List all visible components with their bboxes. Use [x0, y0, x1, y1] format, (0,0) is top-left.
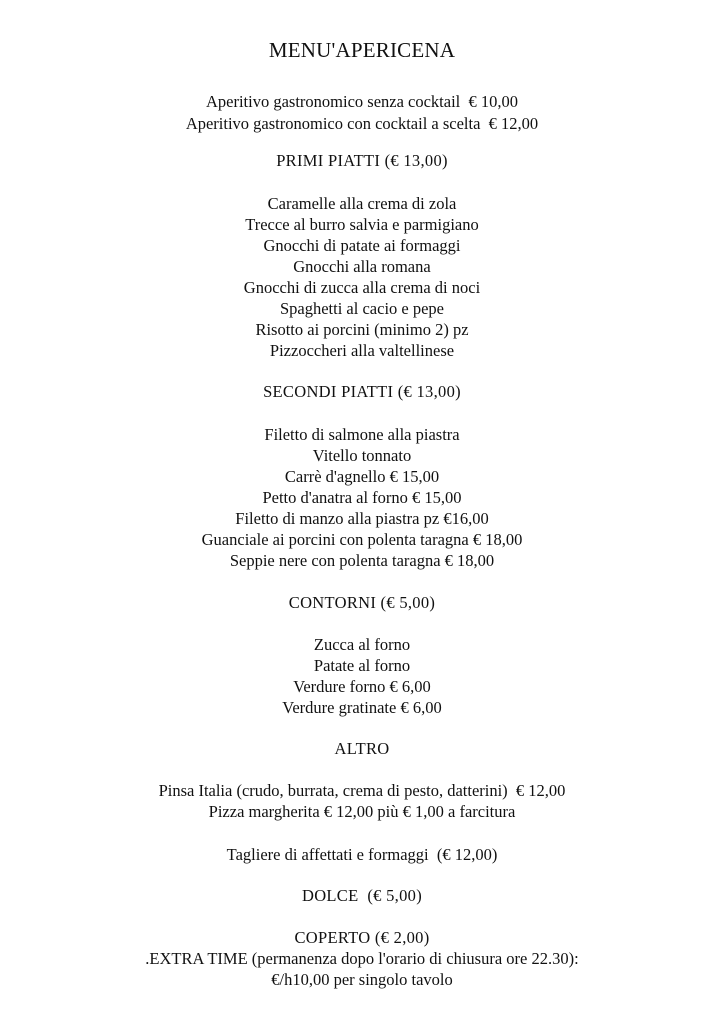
- secondi-item: Petto d'anatra al forno € 15,00: [262, 488, 462, 507]
- secondi-item: Guanciale ai porcini con polenta taragna € 18,00: [201, 530, 523, 549]
- primi-item: Gnocchi di patate ai formaggi: [263, 236, 461, 255]
- aperitivo-line: Aperitivo gastronomico senza cocktail € 10,00: [205, 92, 519, 111]
- primi-item: Risotto ai porcini (minimo 2) pz: [255, 320, 469, 339]
- coperto-heading: COPERTO (€ 2,00): [294, 928, 430, 947]
- altro-item: Pizza margherita € 12,00 più € 1,00 a farcitura: [208, 802, 516, 821]
- primi-item: Pizzoccheri alla valtellinese: [269, 341, 455, 360]
- contorni-heading: CONTORNI (€ 5,00): [288, 593, 436, 612]
- secondi-item: Filetto di salmone alla piastra: [264, 425, 460, 444]
- primi-item: Spaghetti al cacio e pepe: [279, 299, 444, 318]
- contorni-item: Verdure forno € 6,00: [293, 677, 431, 696]
- dolce-heading: DOLCE (€ 5,00): [302, 886, 422, 905]
- contorni-item: Verdure gratinate € 6,00: [282, 698, 442, 717]
- menu-title: MENU'APERICENA: [268, 38, 456, 62]
- primi-heading: PRIMI PIATTI (€ 13,00): [276, 151, 448, 170]
- secondi-heading: SECONDI PIATTI (€ 13,00): [263, 382, 461, 401]
- altro-item: Pinsa Italia (crudo, burrata, crema di pesto, datterini) € 12,00: [158, 781, 566, 800]
- aperitivo-line: Aperitivo gastronomico con cocktail a scelta € 12,00: [185, 114, 539, 133]
- extra-time-line: .EXTRA TIME (permanenza dopo l'orario di chiusura ore 22.30):: [145, 949, 579, 968]
- contorni-item: Patate al forno: [313, 656, 411, 675]
- secondi-item: Carrè d'agnello € 15,00: [284, 467, 440, 486]
- secondi-item: Seppie nere con polenta taragna € 18,00: [229, 551, 495, 570]
- extra-time-line: €/h10,00 per singolo tavolo: [271, 970, 453, 989]
- contorni-item: Zucca al forno: [313, 635, 411, 654]
- secondi-item: Vitello tonnato: [312, 446, 412, 465]
- altro-heading: ALTRO: [334, 739, 390, 758]
- primi-item: Caramelle alla crema di zola: [267, 194, 457, 213]
- primi-item: Gnocchi di zucca alla crema di noci: [243, 278, 481, 297]
- secondi-item: Filetto di manzo alla piastra pz €16,00: [235, 509, 489, 528]
- primi-item: Trecce al burro salvia e parmigiano: [245, 215, 479, 234]
- taglieri-line: Tagliere di affettati e formaggi (€ 12,00): [226, 845, 498, 864]
- primi-item: Gnocchi alla romana: [293, 257, 431, 276]
